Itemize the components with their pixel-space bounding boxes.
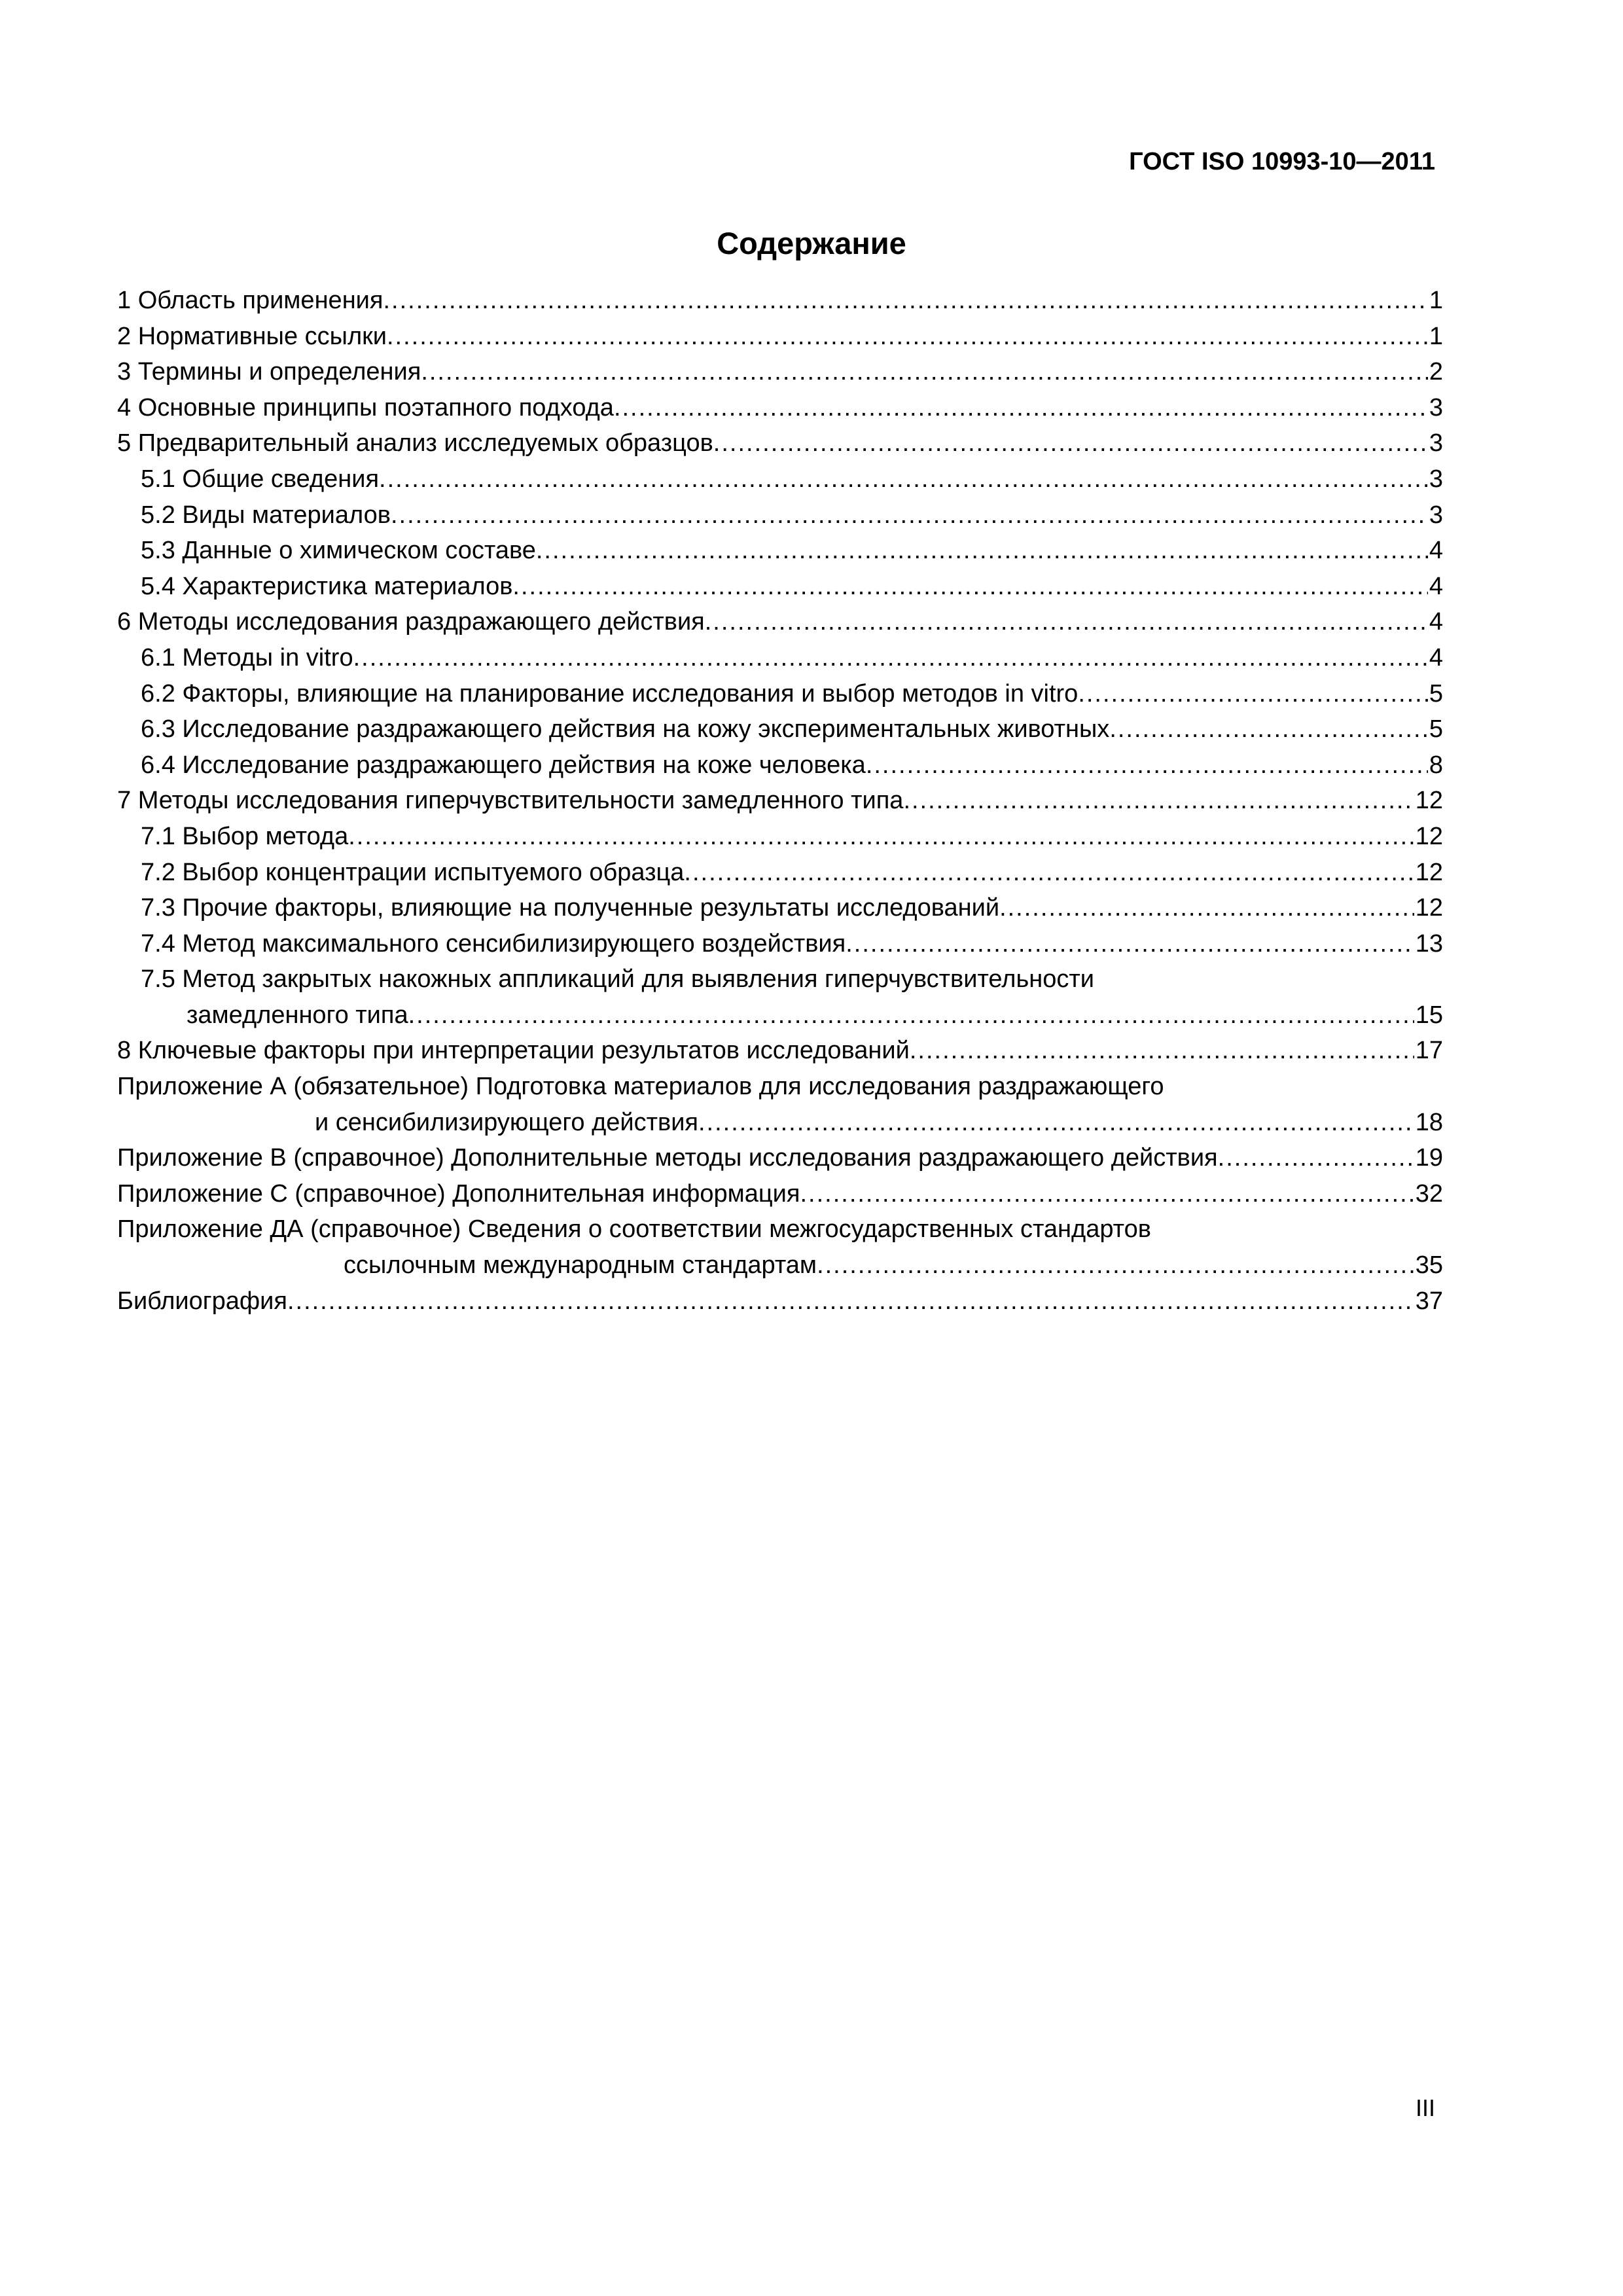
toc-entry[interactable]: [117, 926, 1443, 962]
page-title: Содержание: [717, 226, 906, 260]
toc-entry-label: 6.3 Исследование раздражающего действия на кожу экспериментальных животных: [141, 715, 1110, 744]
toc-entry[interactable]: [117, 1211, 1443, 1247]
toc-entry-label: Приложение ДА (справочное) Сведения о соответствии межгосударственных стандартов: [117, 1215, 1151, 1244]
toc-leader-dots: [379, 461, 1428, 497]
toc-entry-page: 32: [1415, 1179, 1443, 1208]
toc-entry-page: 3: [1429, 465, 1443, 493]
toc-leader-dots: [421, 354, 1428, 390]
toc-entry[interactable]: [117, 747, 1443, 783]
toc-entry-page: 4: [1429, 608, 1443, 636]
toc-entry[interactable]: [117, 1069, 1443, 1105]
document-id-header: ГОСТ ISO 10993-10—2011: [1129, 148, 1435, 175]
page-number: III: [1415, 2094, 1435, 2121]
toc-entry[interactable]: [117, 319, 1443, 355]
toc-entry-label: 5.1 Общие сведения: [141, 465, 380, 493]
toc-entry-label: 5.2 Виды материалов: [141, 501, 391, 529]
toc-leader-dots: [713, 425, 1428, 461]
toc-entry-page: 5: [1429, 679, 1443, 708]
toc-entry-label: 6.4 Исследование раздражающего действия на коже человека: [141, 751, 866, 779]
toc-entry[interactable]: [117, 1176, 1443, 1212]
toc-leader-dots: [866, 747, 1428, 783]
toc-leader-dots: [698, 1105, 1414, 1141]
toc-leader-dots: [1218, 1140, 1414, 1176]
toc-leader-dots: [1109, 711, 1428, 747]
toc-entry[interactable]: [117, 1033, 1443, 1069]
toc-entry-page: 12: [1415, 822, 1443, 850]
toc-entry[interactable]: [117, 497, 1443, 533]
toc-leader-dots: [910, 1033, 1414, 1069]
toc-entry-page: 12: [1415, 787, 1443, 815]
toc-entry-page: 12: [1415, 858, 1443, 886]
toc-entry-page: 17: [1415, 1037, 1443, 1065]
toc-entry[interactable]: [117, 354, 1443, 390]
toc-entry-page: 3: [1429, 393, 1443, 422]
toc-entry-label: 7.1 Выбор метода: [141, 822, 349, 850]
toc-entry[interactable]: [117, 961, 1443, 997]
toc-entry-label: ссылочным международным стандартам: [344, 1251, 817, 1280]
toc-leader-dots: [614, 390, 1428, 426]
toc-leader-dots: [536, 533, 1428, 569]
toc-entry-label: 7.2 Выбор концентрации испытуемого образца: [141, 858, 685, 886]
toc-entry-page: 19: [1415, 1144, 1443, 1172]
toc-entry-page: 35: [1415, 1251, 1443, 1280]
toc-leader-dots: [287, 1283, 1414, 1319]
toc-leader-dots: [348, 819, 1414, 855]
toc-leader-dots: [817, 1247, 1414, 1283]
toc-entry[interactable]: [117, 461, 1443, 497]
toc-entry-label: 7.5 Метод закрытых накожных аппликаций для выявления гиперчувствительности: [141, 965, 1095, 994]
toc-entry-page: 5: [1429, 715, 1443, 744]
toc-entry-page: 3: [1429, 501, 1443, 529]
toc-entry-page: 1: [1429, 287, 1443, 314]
toc-entry-page: 18: [1415, 1108, 1443, 1136]
toc-entry-label: 6.2 Факторы, влияющие на планирование исследования и выбор методов in vitro: [141, 679, 1079, 708]
toc-entry[interactable]: [117, 1140, 1443, 1176]
toc-entry-label: Библиография: [117, 1287, 287, 1315]
toc-entry[interactable]: [117, 819, 1443, 855]
toc-entry-label: замедленного типа: [187, 1001, 408, 1029]
toc-entry-label: 2 Нормативные ссылки: [117, 322, 387, 350]
toc-entry-label: 1 Область применения: [117, 287, 383, 314]
table-of-contents: [117, 283, 1443, 1319]
toc-entry-label: 7.4 Метод максимального сенсибилизирующего воздействия: [141, 929, 846, 958]
toc-entry-label: 6 Методы исследования раздражающего действия: [117, 608, 705, 636]
toc-entry-page: 4: [1429, 572, 1443, 600]
toc-entry-page: 15: [1415, 1001, 1443, 1029]
toc-leader-dots: [353, 640, 1428, 676]
toc-leader-dots: [1078, 676, 1428, 712]
toc-entry-page: 12: [1415, 894, 1443, 922]
toc-entry-page: 2: [1429, 358, 1443, 386]
toc-entry-label: 4 Основные принципы поэтапного подхода: [117, 393, 614, 422]
toc-entry-page: 4: [1429, 537, 1443, 565]
toc-leader-dots: [705, 604, 1428, 640]
toc-entry-label: 7.3 Прочие факторы, влияющие на полученные результаты исследований: [141, 894, 1000, 922]
toc-entry-page: 4: [1429, 643, 1443, 672]
toc-entry-page: 1: [1429, 322, 1443, 350]
toc-entry-label: 5.3 Данные о химическом составе: [141, 537, 536, 565]
toc-entry-label: и сенсибилизирующего действия: [315, 1108, 698, 1136]
toc-entry-label: 8 Ключевые факторы при интерпретации результатов исследований: [117, 1037, 910, 1065]
toc-entry[interactable]: [117, 711, 1443, 747]
toc-entry-label: 5.4 Характеристика материалов: [141, 572, 513, 600]
toc-entry-page: 3: [1429, 429, 1443, 457]
toc-entry-page: 13: [1415, 929, 1443, 958]
toc-entry-label: Приложение А (обязательное) Подготовка материалов для исследования раздражающего: [117, 1073, 1164, 1101]
toc-leader-dots: [684, 855, 1414, 891]
toc-entry[interactable]: [117, 676, 1443, 712]
toc-entry[interactable]: [117, 640, 1443, 676]
toc-leader-dots: [800, 1176, 1414, 1212]
toc-entry-label: Приложение С (справочное) Дополнительная информация: [117, 1179, 800, 1208]
toc-leader-dots: [999, 890, 1414, 926]
toc-entry[interactable]: [117, 890, 1443, 926]
toc-entry-label: 6.1 Методы in vitro: [141, 643, 353, 672]
toc-entry[interactable]: [117, 425, 1443, 461]
toc-entry[interactable]: [117, 533, 1443, 569]
toc-entry[interactable]: [117, 283, 1443, 319]
toc-leader-dots: [408, 997, 1414, 1033]
toc-entry-page: 37: [1415, 1287, 1443, 1315]
toc-entry[interactable]: [117, 390, 1443, 426]
toc-entry-label: 7 Методы исследования гиперчувствительности замедленного типа: [117, 787, 904, 815]
toc-leader-dots: [846, 926, 1414, 962]
toc-entry-label: 5 Предварительный анализ исследуемых образцов: [117, 429, 713, 457]
toc-leader-dots: [387, 319, 1428, 355]
toc-entry[interactable]: [117, 783, 1443, 819]
toc-entry[interactable]: [117, 1283, 1443, 1319]
toc-entry[interactable]: [117, 1105, 1443, 1141]
toc-entry[interactable]: [117, 1247, 1443, 1283]
toc-entry[interactable]: [117, 855, 1443, 891]
toc-entry-label: Приложение В (справочное) Дополнительные методы исследования раздражающего действия: [117, 1144, 1218, 1172]
toc-leader-dots: [391, 497, 1428, 533]
toc-entry-label: 3 Термины и определения: [117, 358, 421, 386]
toc-leader-dots: [512, 569, 1427, 605]
toc-entry[interactable]: [117, 569, 1443, 605]
toc-entry[interactable]: [117, 997, 1443, 1033]
toc-leader-dots: [383, 283, 1427, 319]
toc-leader-dots: [903, 783, 1414, 819]
toc-entry-page: 8: [1429, 751, 1443, 779]
toc-entry[interactable]: [117, 604, 1443, 640]
